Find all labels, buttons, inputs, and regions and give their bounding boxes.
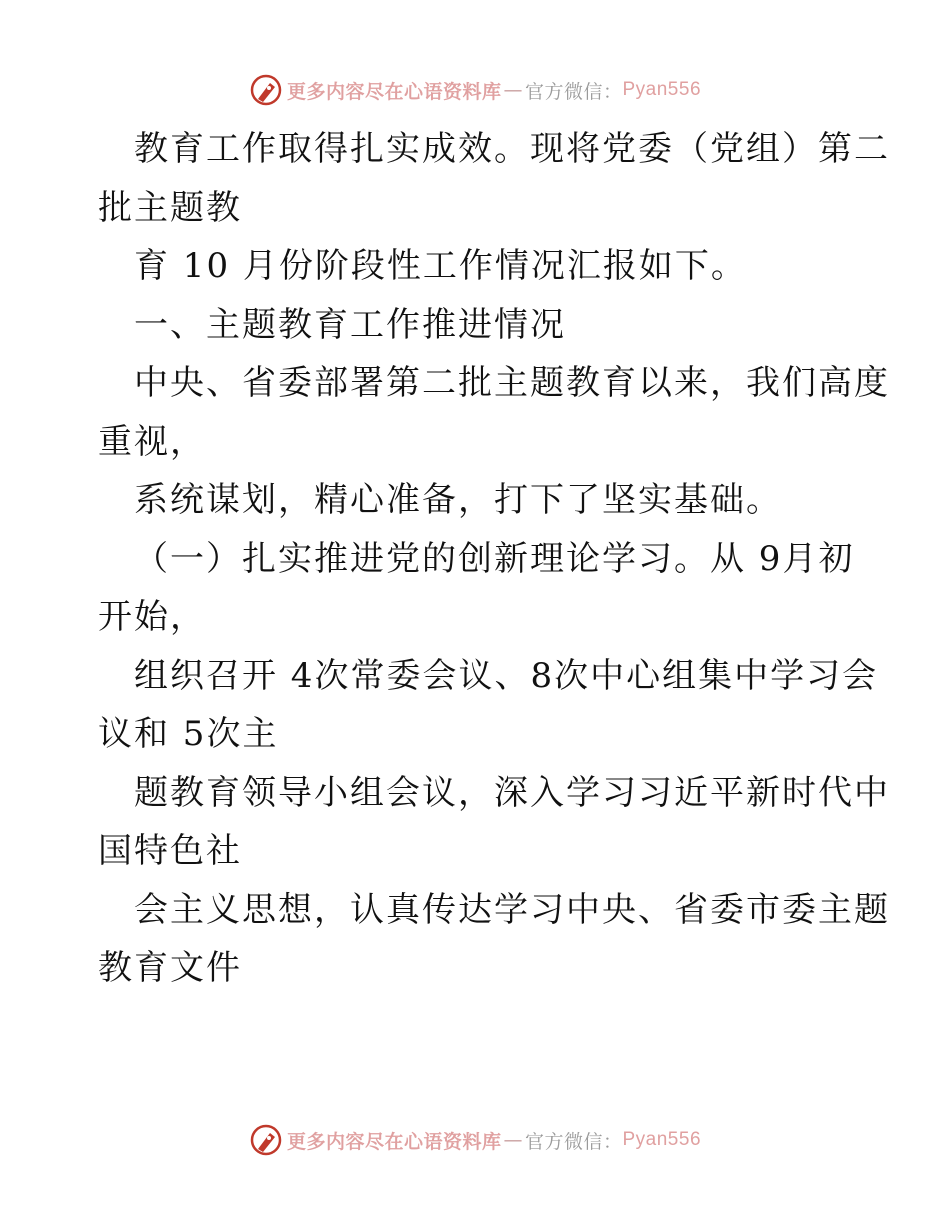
watermark-lead-text: 更多内容尽在心语资料库 [286,1130,502,1153]
body-line: 国特色社 [98,831,242,871]
watermark-tail-text: 官方微信： [524,80,623,103]
watermark-lead-text: 更多内容尽在心语资料库 [286,80,502,103]
body-line: 重视， [98,421,206,462]
body-line: 开始， [98,597,206,637]
watermark-wechat-id: Pyan556 [622,79,702,100]
body-line: 教育文件 [98,948,242,988]
body-line: 教育工作取得扎实成效。现将党委（党组）第二 [134,129,890,169]
body-line: 组织召开 4次常委会议、8次中心组集中学习会 [134,655,879,696]
document-body [98,120,890,998]
footer-watermark [0,1120,950,1160]
pen-nib-logo-icon [249,73,283,107]
watermark-separator: — [503,1129,523,1151]
watermark-wechat-id: Pyan556 [622,1129,702,1150]
watermark-separator: — [503,79,523,101]
watermark-tail-text: 官方微信： [524,1130,623,1153]
body-line: 会主义思想，认真传达学习中央、省委市委主题 [134,889,890,930]
body-line: 育 10 月份阶段性工作情况汇报如下。 [134,246,747,286]
header-watermark [0,70,950,110]
section-heading: 一、主题教育工作推进情况 [134,304,566,345]
body-line: 议和 5次主 [98,714,279,754]
body-line: 批主题教 [98,187,242,228]
body-line: 中央、省委部署第二批主题教育以来，我们高度 [134,363,890,403]
pen-nib-logo-icon [249,1123,283,1157]
body-line: 题教育领导小组会议，深入学习习近平新时代中 [134,772,890,813]
body-line: 系统谋划，精心准备，打下了坚实基础。 [134,480,782,520]
subsection-heading: （一）扎实推进党的创新理论学习。从 9月初 [134,538,855,579]
